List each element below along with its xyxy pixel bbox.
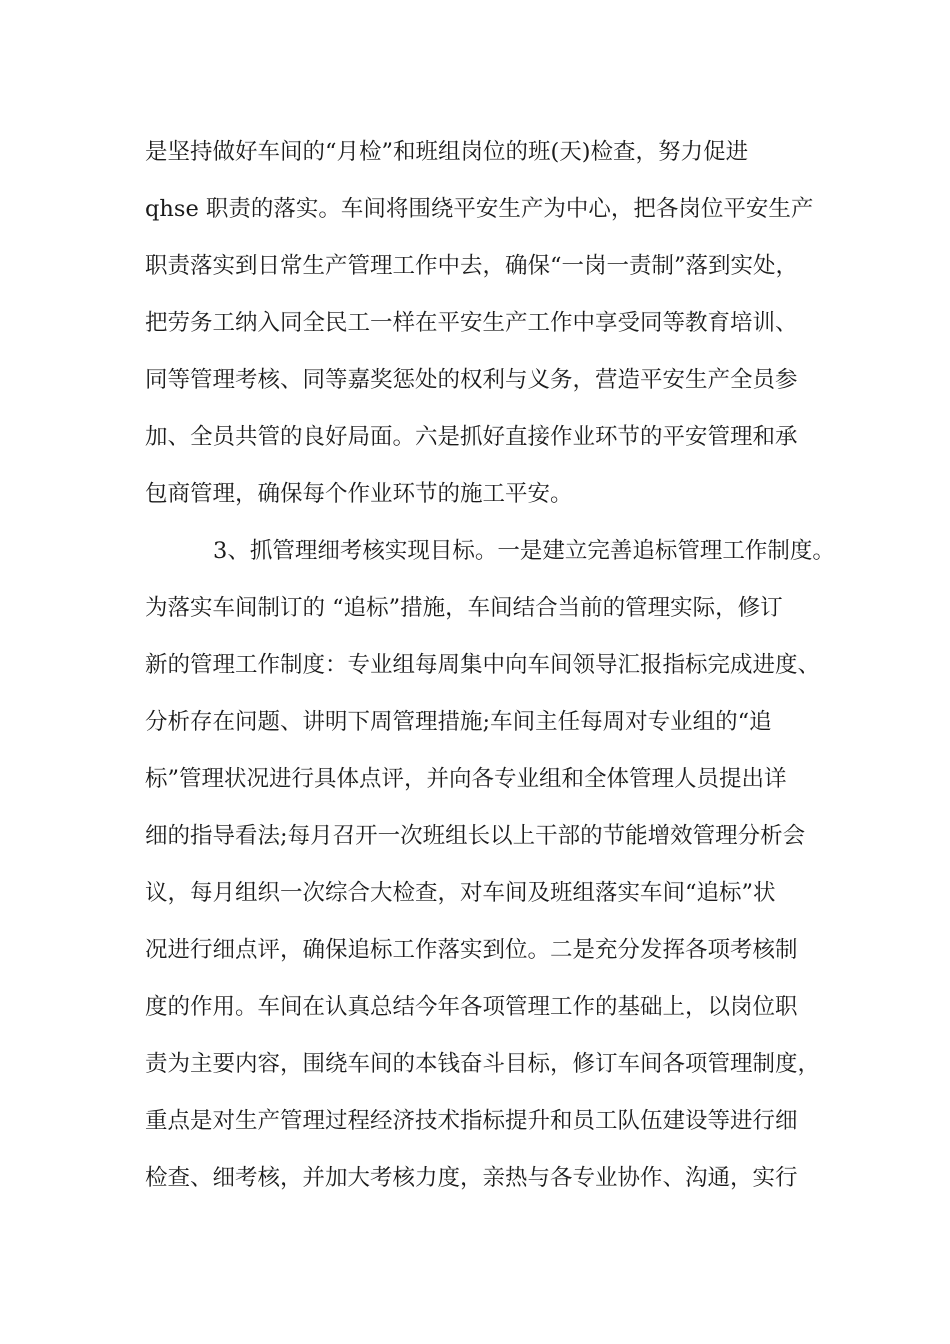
text-line: 为落实车间制订的 “追标”措施，车间结合当前的管理实际，修订 — [145, 595, 783, 621]
text-line: 标”管理状况进行具体点评，并向各专业组和全体管理人员提出详 — [145, 766, 787, 792]
body-text — [145, 130, 835, 1213]
text-line: 重点是对生产管理过程经济技术指标提升和员工队伍建设等进行细 — [145, 1108, 798, 1134]
text-line: 议，每月组织一次综合大检查，对车间及班组落实车间“追标”状 — [145, 880, 776, 906]
text-line: 把劳务工纳入同全民工一样在平安生产工作中享受同等教育培训、 — [145, 310, 798, 336]
text-line: 是坚持做好车间的“月检”和班组岗位的班(天)检查，努力促进 — [145, 139, 749, 165]
text-line: qhse 职责的落实。车间将围绕平安生产为中心，把各岗位平安生产 — [145, 196, 814, 222]
text-line: 检查、细考核，并加大考核力度，亲热与各专业协作、沟通，实行 — [145, 1165, 798, 1191]
text-line: 细的指导看法;每月召开一次班组长以上干部的节能增效管理分析会 — [145, 823, 806, 849]
text-line: 责为主要内容，围绕车间的本钱奋斗目标，修订车间各项管理制度， — [145, 1051, 821, 1077]
text-line: 况进行细点评，确保追标工作落实到位。二是充分发挥各项考核制 — [145, 937, 798, 963]
text-line: 新的管理工作制度：专业组每周集中向车间领导汇报指标完成进度、 — [145, 652, 821, 678]
text-line: 加、全员共管的良好局面。六是抓好直接作业环节的平安管理和承 — [145, 424, 798, 450]
text-line: 职责落实到日常生产管理工作中去，确保“一岗一责制”落到实处， — [145, 253, 799, 279]
text-line: 同等管理考核、同等嘉奖惩处的权利与义务，营造平安生产全员参 — [145, 367, 798, 393]
paragraph-start-line: 3、抓管理细考核实现目标。一是建立完善追标管理工作制度。 — [213, 538, 835, 564]
text-line: 度的作用。车间在认真总结今年各项管理工作的基础上，以岗位职 — [145, 994, 798, 1020]
text-line: 分析存在问题、讲明下周管理措施;车间主任每周对专业组的“追 — [145, 709, 772, 735]
text-line: 包商管理，确保每个作业环节的施工平安。 — [145, 481, 573, 507]
